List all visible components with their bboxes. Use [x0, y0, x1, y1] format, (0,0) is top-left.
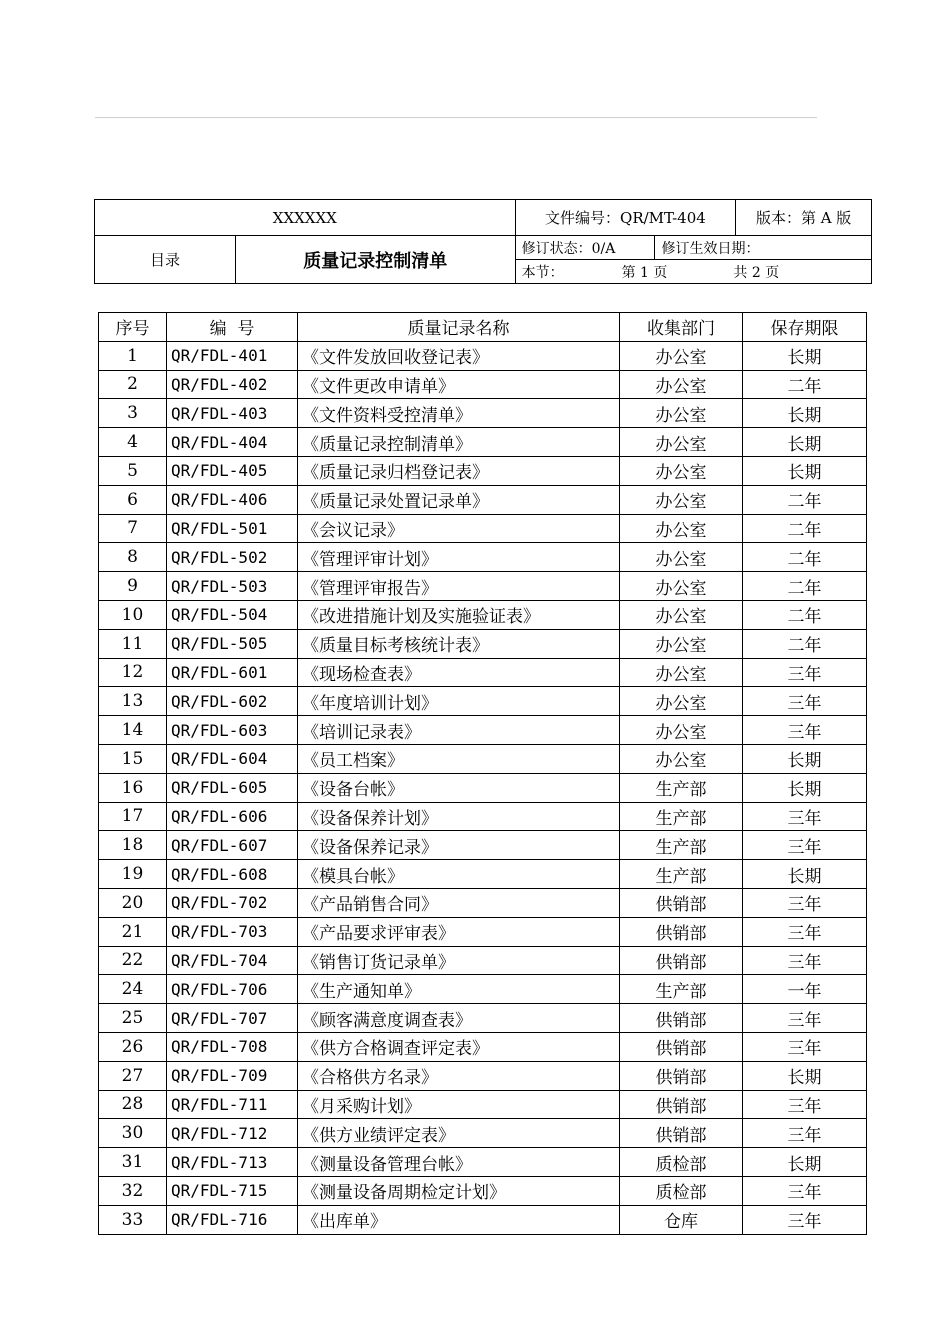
record-name: 《月采购计划》	[298, 1090, 620, 1119]
table-row	[99, 802, 867, 831]
table-row	[99, 543, 867, 572]
collecting-department: 办公室	[620, 428, 743, 457]
record-code: QR/FDL-702	[167, 888, 298, 917]
page-total: 共 2 页	[733, 264, 780, 281]
retention-period: 长期	[743, 1148, 867, 1177]
table-row	[99, 1032, 867, 1061]
table-row	[99, 629, 867, 658]
record-code: QR/FDL-605	[167, 773, 298, 802]
record-name: 《产品要求评审表》	[298, 917, 620, 946]
retention-period: 三年	[743, 888, 867, 917]
row-number: 17	[99, 802, 167, 831]
collecting-department: 供销部	[620, 1119, 743, 1148]
record-code: QR/FDL-706	[167, 975, 298, 1004]
table-row	[99, 687, 867, 716]
collecting-department: 供销部	[620, 1090, 743, 1119]
collecting-department: 办公室	[620, 716, 743, 745]
table-row	[99, 860, 867, 889]
table-row	[99, 744, 867, 773]
table-row	[99, 1004, 867, 1033]
record-name: 《会议记录》	[298, 514, 620, 543]
row-number: 7	[99, 514, 167, 543]
record-code: QR/FDL-503	[167, 572, 298, 601]
table-row	[99, 1148, 867, 1177]
page-info	[515, 260, 871, 284]
retention-period: 长期	[743, 773, 867, 802]
record-code: QR/FDL-406	[167, 485, 298, 514]
record-name: 《文件发放回收登记表》	[298, 341, 620, 370]
record-name: 《培训记录表》	[298, 716, 620, 745]
table-row	[99, 716, 867, 745]
row-number: 28	[99, 1090, 167, 1119]
record-name: 《合格供方名录》	[298, 1061, 620, 1090]
document-number: 文件编号：QR/MT-404	[515, 200, 736, 236]
record-name: 《销售订货记录单》	[298, 946, 620, 975]
collecting-department: 供销部	[620, 1032, 743, 1061]
col-header-retention: 保存期限	[743, 313, 867, 342]
retention-period: 三年	[743, 658, 867, 687]
table-row	[99, 572, 867, 601]
table-row	[99, 399, 867, 428]
record-code: QR/FDL-711	[167, 1090, 298, 1119]
collecting-department: 办公室	[620, 687, 743, 716]
record-code: QR/FDL-713	[167, 1148, 298, 1177]
collecting-department: 供销部	[620, 888, 743, 917]
record-code: QR/FDL-708	[167, 1032, 298, 1061]
record-code: QR/FDL-607	[167, 831, 298, 860]
row-number: 26	[99, 1032, 167, 1061]
table-row	[99, 1090, 867, 1119]
retention-period: 二年	[743, 370, 867, 399]
record-name: 《顾客满意度调查表》	[298, 1004, 620, 1033]
revision-state: 修订状态：0/A	[515, 236, 655, 260]
table-row	[99, 946, 867, 975]
row-number: 15	[99, 744, 167, 773]
record-code: QR/FDL-502	[167, 543, 298, 572]
table-row	[99, 514, 867, 543]
retention-period: 三年	[743, 1119, 867, 1148]
record-code: QR/FDL-712	[167, 1119, 298, 1148]
retention-period: 三年	[743, 1205, 867, 1234]
record-code: QR/FDL-402	[167, 370, 298, 399]
record-code: QR/FDL-602	[167, 687, 298, 716]
table-row	[99, 1205, 867, 1234]
record-code: QR/FDL-404	[167, 428, 298, 457]
row-number: 16	[99, 773, 167, 802]
collecting-department: 办公室	[620, 744, 743, 773]
collecting-department: 质检部	[620, 1148, 743, 1177]
document-header	[94, 199, 872, 284]
record-code: QR/FDL-405	[167, 456, 298, 485]
retention-period: 二年	[743, 572, 867, 601]
table-row	[99, 975, 867, 1004]
page-current: 第 1 页	[621, 264, 668, 281]
table-row	[99, 456, 867, 485]
retention-period: 一年	[743, 975, 867, 1004]
row-number: 24	[99, 975, 167, 1004]
retention-period: 三年	[743, 917, 867, 946]
record-code: QR/FDL-707	[167, 1004, 298, 1033]
record-name: 《产品销售合同》	[298, 888, 620, 917]
record-code: QR/FDL-505	[167, 629, 298, 658]
collecting-department: 供销部	[620, 946, 743, 975]
record-name: 《文件更改申请单》	[298, 370, 620, 399]
record-name: 《文件资料受控清单》	[298, 399, 620, 428]
collecting-department: 办公室	[620, 370, 743, 399]
record-name: 《测量设备管理台帐》	[298, 1148, 620, 1177]
row-number: 4	[99, 428, 167, 457]
retention-period: 三年	[743, 1090, 867, 1119]
row-number: 22	[99, 946, 167, 975]
record-name: 《质量记录控制清单》	[298, 428, 620, 457]
record-name: 《模具台帐》	[298, 860, 620, 889]
record-code: QR/FDL-709	[167, 1061, 298, 1090]
row-number: 19	[99, 860, 167, 889]
record-code: QR/FDL-715	[167, 1176, 298, 1205]
table-row	[99, 341, 867, 370]
collecting-department: 办公室	[620, 600, 743, 629]
record-name: 《质量记录处置记录单》	[298, 485, 620, 514]
record-name: 《设备保养记录》	[298, 831, 620, 860]
quality-record-table	[98, 312, 867, 1235]
row-number: 11	[99, 629, 167, 658]
record-name: 《供方合格调查评定表》	[298, 1032, 620, 1061]
row-number: 27	[99, 1061, 167, 1090]
table-row	[99, 1176, 867, 1205]
retention-period: 长期	[743, 341, 867, 370]
retention-period: 三年	[743, 1032, 867, 1061]
collecting-department: 供销部	[620, 1004, 743, 1033]
collecting-department: 仓库	[620, 1205, 743, 1234]
collecting-department: 办公室	[620, 658, 743, 687]
table-header-row	[99, 313, 867, 342]
record-name: 《出库单》	[298, 1205, 620, 1234]
collecting-department: 办公室	[620, 485, 743, 514]
record-name: 《现场检查表》	[298, 658, 620, 687]
row-number: 3	[99, 399, 167, 428]
collecting-department: 办公室	[620, 572, 743, 601]
record-name: 《管理评审报告》	[298, 572, 620, 601]
row-number: 2	[99, 370, 167, 399]
row-number: 33	[99, 1205, 167, 1234]
table-row	[99, 1061, 867, 1090]
retention-period: 三年	[743, 1004, 867, 1033]
record-code: QR/FDL-403	[167, 399, 298, 428]
collecting-department: 办公室	[620, 629, 743, 658]
row-number: 14	[99, 716, 167, 745]
row-number: 18	[99, 831, 167, 860]
header-rule	[95, 117, 817, 118]
record-code: QR/FDL-604	[167, 744, 298, 773]
table-row	[99, 600, 867, 629]
col-header-code: 编 号	[167, 313, 298, 342]
row-number: 13	[99, 687, 167, 716]
document-title: 质量记录控制清单	[235, 236, 515, 284]
retention-period: 二年	[743, 485, 867, 514]
record-name: 《供方业绩评定表》	[298, 1119, 620, 1148]
revision-effective-date: 修订生效日期：	[655, 236, 872, 260]
collecting-department: 办公室	[620, 543, 743, 572]
retention-period: 三年	[743, 946, 867, 975]
record-code: QR/FDL-608	[167, 860, 298, 889]
col-header-name: 质量记录名称	[298, 313, 620, 342]
collecting-department: 供销部	[620, 917, 743, 946]
row-number: 30	[99, 1119, 167, 1148]
retention-period: 长期	[743, 1061, 867, 1090]
record-name: 《质量记录归档登记表》	[298, 456, 620, 485]
table-row	[99, 658, 867, 687]
row-number: 6	[99, 485, 167, 514]
retention-period: 三年	[743, 687, 867, 716]
record-name: 《质量目标考核统计表》	[298, 629, 620, 658]
row-number: 12	[99, 658, 167, 687]
collecting-department: 生产部	[620, 831, 743, 860]
version: 版本：第 A 版	[736, 200, 872, 236]
retention-period: 二年	[743, 600, 867, 629]
row-number: 32	[99, 1176, 167, 1205]
collecting-department: 办公室	[620, 399, 743, 428]
collecting-department: 生产部	[620, 802, 743, 831]
retention-period: 三年	[743, 716, 867, 745]
col-header-no: 序号	[99, 313, 167, 342]
this-section-label: 本节：	[521, 264, 564, 281]
row-number: 20	[99, 888, 167, 917]
retention-period: 二年	[743, 629, 867, 658]
record-code: QR/FDL-716	[167, 1205, 298, 1234]
row-number: 8	[99, 543, 167, 572]
retention-period: 长期	[743, 456, 867, 485]
table-row	[99, 485, 867, 514]
record-code: QR/FDL-601	[167, 658, 298, 687]
row-number: 1	[99, 341, 167, 370]
record-name: 《改进措施计划及实施验证表》	[298, 600, 620, 629]
record-code: QR/FDL-401	[167, 341, 298, 370]
collecting-department: 生产部	[620, 773, 743, 802]
retention-period: 三年	[743, 1176, 867, 1205]
record-name: 《年度培训计划》	[298, 687, 620, 716]
collecting-department: 办公室	[620, 341, 743, 370]
record-name: 《测量设备周期检定计划》	[298, 1176, 620, 1205]
record-code: QR/FDL-603	[167, 716, 298, 745]
collecting-department: 生产部	[620, 975, 743, 1004]
record-code: QR/FDL-501	[167, 514, 298, 543]
table-row	[99, 1119, 867, 1148]
col-header-dept: 收集部门	[620, 313, 743, 342]
record-name: 《生产通知单》	[298, 975, 620, 1004]
retention-period: 三年	[743, 802, 867, 831]
section-label: 目录	[95, 236, 236, 284]
row-number: 10	[99, 600, 167, 629]
row-number: 5	[99, 456, 167, 485]
retention-period: 三年	[743, 831, 867, 860]
table-row	[99, 773, 867, 802]
collecting-department: 办公室	[620, 514, 743, 543]
retention-period: 二年	[743, 543, 867, 572]
collecting-department: 质检部	[620, 1176, 743, 1205]
retention-period: 长期	[743, 744, 867, 773]
retention-period: 长期	[743, 860, 867, 889]
table-row	[99, 370, 867, 399]
table-row	[99, 428, 867, 457]
record-name: 《员工档案》	[298, 744, 620, 773]
collecting-department: 办公室	[620, 456, 743, 485]
record-code: QR/FDL-704	[167, 946, 298, 975]
row-number: 21	[99, 917, 167, 946]
table-row	[99, 917, 867, 946]
record-name: 《设备保养计划》	[298, 802, 620, 831]
record-code: QR/FDL-504	[167, 600, 298, 629]
retention-period: 长期	[743, 399, 867, 428]
company-name: XXXXXX	[95, 200, 516, 236]
row-number: 25	[99, 1004, 167, 1033]
collecting-department: 生产部	[620, 860, 743, 889]
record-name: 《设备台帐》	[298, 773, 620, 802]
retention-period: 长期	[743, 428, 867, 457]
record-code: QR/FDL-703	[167, 917, 298, 946]
row-number: 9	[99, 572, 167, 601]
table-row	[99, 888, 867, 917]
collecting-department: 供销部	[620, 1061, 743, 1090]
row-number: 31	[99, 1148, 167, 1177]
table-row	[99, 831, 867, 860]
record-name: 《管理评审计划》	[298, 543, 620, 572]
retention-period: 二年	[743, 514, 867, 543]
record-code: QR/FDL-606	[167, 802, 298, 831]
